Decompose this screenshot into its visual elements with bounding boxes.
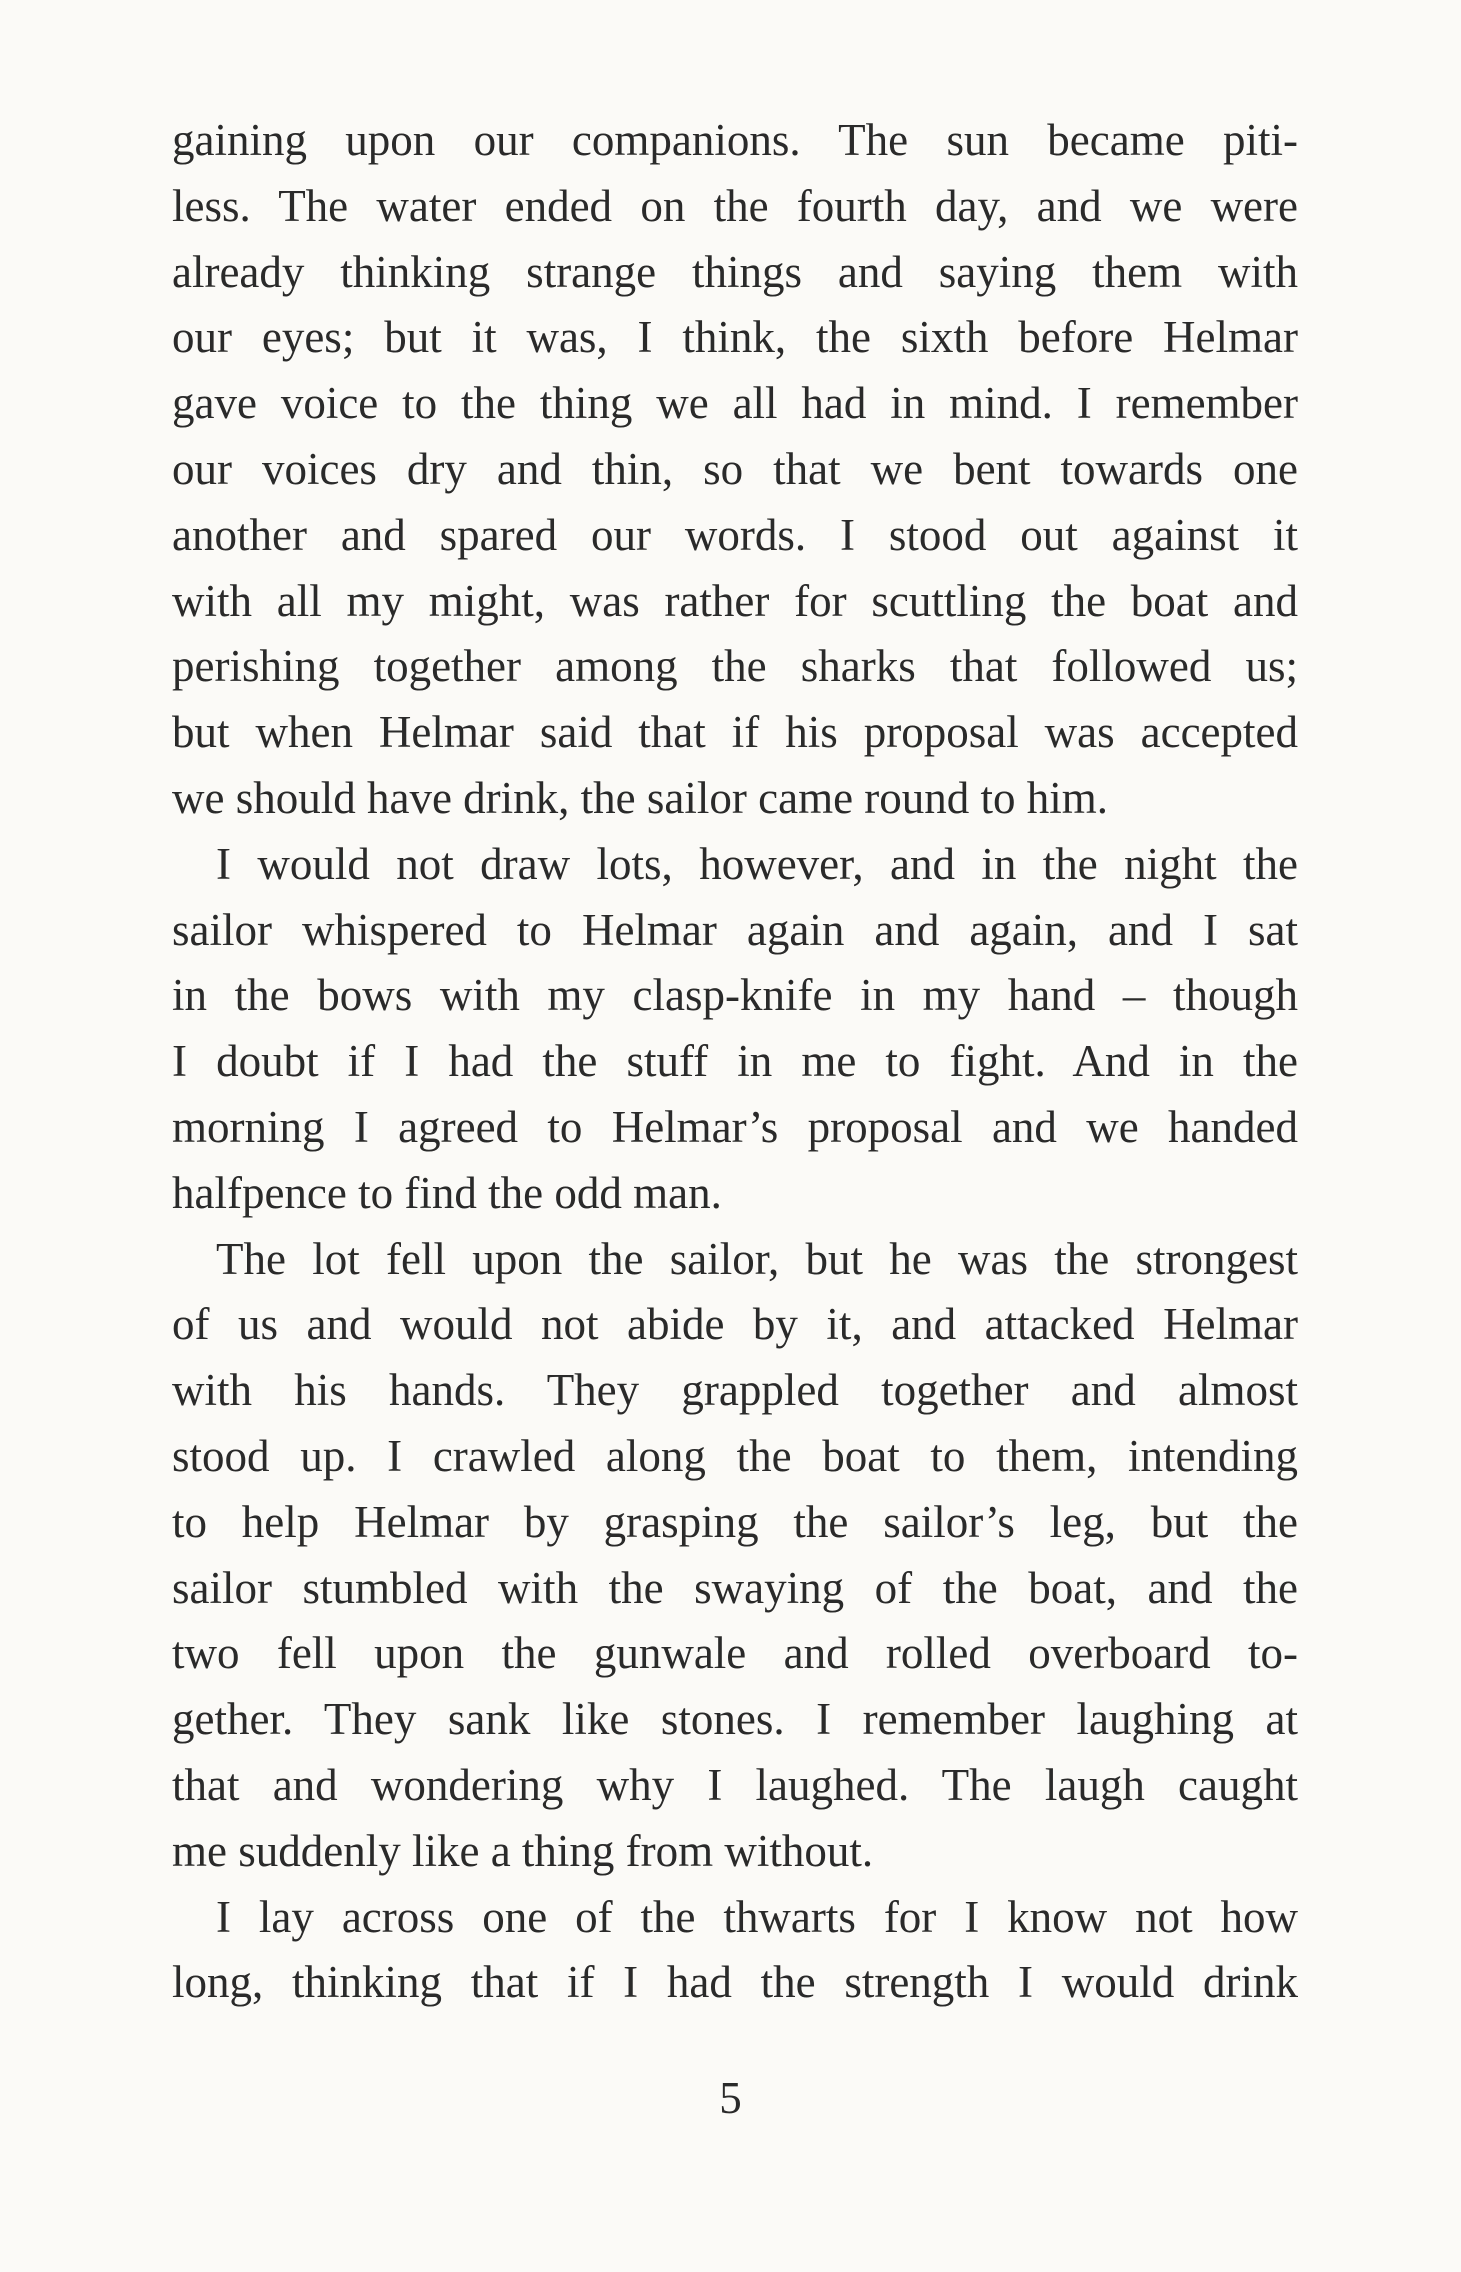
text-line: halfpence to find the odd man. <box>172 1167 722 1218</box>
text-line: another and spared our words. I stood out against it <box>172 509 1298 560</box>
text-line: perishing together among the sharks that followed us; <box>172 641 1298 692</box>
text-line: sailor whispered to Helmar again and again, and I sat <box>172 904 1298 955</box>
text-line: to help Helmar by grasping the sailor’s leg, but the <box>172 1496 1298 1547</box>
text-line: gave voice to the thing we all had in mind. I remember <box>172 378 1298 429</box>
text-line: already thinking strange things and saying them with <box>172 246 1298 297</box>
text-line: sailor stumbled with the swaying of the boat, and the <box>172 1562 1298 1613</box>
text-line: I lay across one of the thwarts for I know not how <box>216 1891 1298 1942</box>
text-line: gether. They sank like stones. I remember laughing at <box>172 1694 1298 1745</box>
text-line: of us and would not abide by it, and attacked Helmar <box>172 1299 1298 1350</box>
text-line: me suddenly like a thing from without. <box>172 1825 874 1876</box>
body-text <box>172 108 1298 2016</box>
text-line: with all my might, was rather for scuttling the boat and <box>172 575 1298 626</box>
text-line: in the bows with my clasp-knife in my hand – though <box>172 970 1298 1021</box>
text-line: I doubt if I had the stuff in me to fight. And in the <box>172 1036 1298 1087</box>
text-line: but when Helmar said that if his proposal was accepted <box>172 707 1298 758</box>
text-line: we should have drink, the sailor came round to him. <box>172 772 1109 823</box>
text-line: stood up. I crawled along the boat to them, intending <box>172 1430 1298 1481</box>
text-line: gaining upon our companions. The sun became piti- <box>172 115 1298 165</box>
text-line: that and wondering why I laughed. The laugh caught <box>172 1759 1298 1810</box>
text-line: two fell upon the gunwale and rolled overboard to- <box>172 1628 1298 1679</box>
text-line: The lot fell upon the sailor, but he was the strongest <box>216 1233 1298 1284</box>
text-line: morning I agreed to Helmar’s proposal and we handed <box>172 1101 1298 1152</box>
text-line: with his hands. They grappled together and almost <box>172 1365 1298 1416</box>
text-line: less. The water ended on the fourth day, and we were <box>172 180 1298 231</box>
text-line: our voices dry and thin, so that we bent towards one <box>172 443 1298 494</box>
text-line: long, thinking that if I had the strength I would drink <box>172 1957 1298 2008</box>
text-line: I would not draw lots, however, and in the night the <box>216 838 1298 889</box>
text-line: our eyes; but it was, I think, the sixth before Helmar <box>172 312 1298 363</box>
page-number: 5 <box>719 2073 742 2123</box>
